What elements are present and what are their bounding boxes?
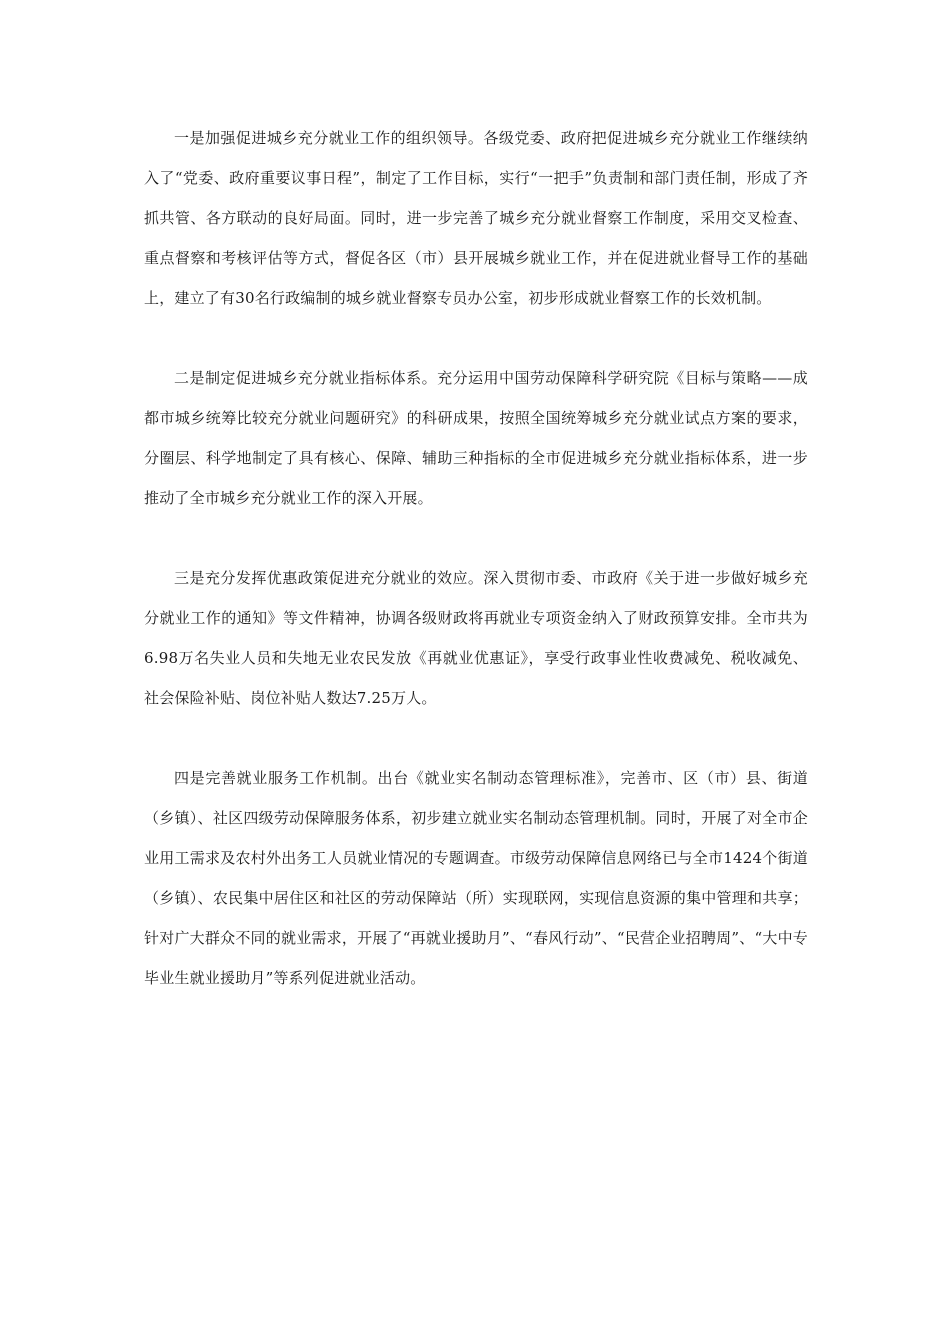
document-body xyxy=(144,118,808,998)
paragraph-3: 三是充分发挥优惠政策促进充分就业的效应。深入贯彻市委、市政府《关于进一步做好城乡充分就业工作的通知》等文件精神，协调各级财政将再就业专项资金纳入了财政预算安排。全市共为6.98万名失业人员和失地无业农民发放《再就业优惠证》，享受行政事业性收费减免、税收减免、社会保险补贴、岗位补贴人数达7.25万人。 xyxy=(144,569,808,707)
paragraph-1: 一是加强促进城乡充分就业工作的组织领导。各级党委、政府把促进城乡充分就业工作继续纳入了“党委、政府重要议事日程”，制定了工作目标，实行“一把手”负责制和部门责任制，形成了齐抓共管、各方联动的良好局面。同时，进一步完善了城乡充分就业督察工作制度，采用交叉检查、重点督察和考核评估等方式，督促各区（市）县开展城乡就业工作，并在促进就业督导工作的基础上，建立了有30名行政编制的城乡就业督察专员办公室，初步形成就业督察工作的长效机制。 xyxy=(144,129,808,307)
paragraph-4: 四是完善就业服务工作机制。出台《就业实名制动态管理标准》，完善市、区（市）县、街道（乡镇）、社区四级劳动保障服务体系，初步建立就业实名制动态管理机制。同时，开展了对全市企业用工需求及农村外出务工人员就业情况的专题调查。市级劳动保障信息网络已与全市1424个街道（乡镇）、农民集中居住区和社区的劳动保障站（所）实现联网，实现信息资源的集中管理和共享；针对广大群众不同的就业需求，开展了“再就业援助月”、“春风行动”、“民营企业招聘周”、“大中专毕业生就业援助月”等系列促进就业活动。 xyxy=(144,769,808,987)
paragraph-2: 二是制定促进城乡充分就业指标体系。充分运用中国劳动保障科学研究院《目标与策略——成都市城乡统筹比较充分就业问题研究》的科研成果，按照全国统筹城乡充分就业试点方案的要求，分圈层、科学地制定了具有核心、保障、辅助三种指标的全市促进城乡充分就业指标体系，进一步推动了全市城乡充分就业工作的深入开展。 xyxy=(144,369,808,507)
